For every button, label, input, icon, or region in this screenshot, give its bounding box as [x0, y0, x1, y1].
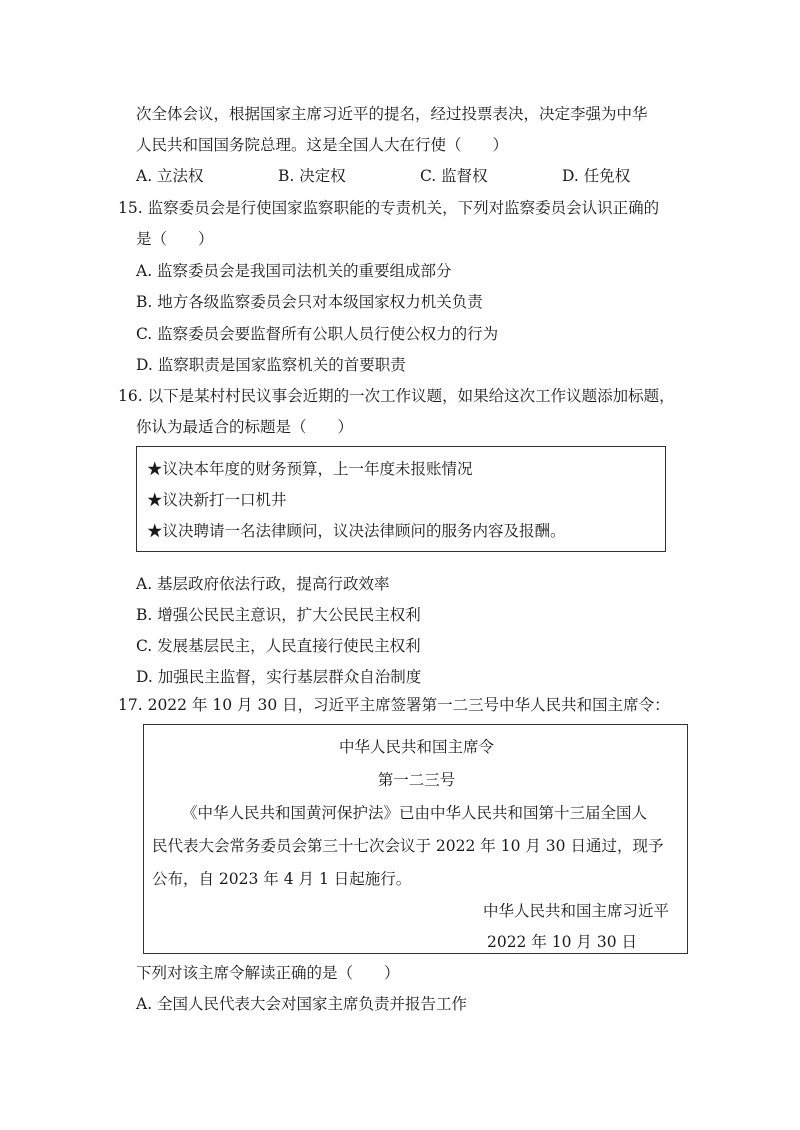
q17-decree-number: 第一二三号 [377, 771, 456, 789]
q14-option-b[interactable]: B. 决定权 [278, 167, 346, 185]
q16-option-d[interactable]: D. 加强民主监督，实行基层群众自治制度 [136, 668, 422, 686]
q14-option-d[interactable]: D. 任免权 [562, 167, 631, 185]
q14-stem-line-1: 次全体会议，根据国家主席习近平的提名，经过投票表决，决定李强为中华 [136, 105, 648, 123]
q17-decree-body-1: 《中华人民共和国黄河保护法》已由中华人民共和国第十三届全国人 [182, 804, 648, 822]
q17-decree-box [143, 724, 688, 954]
q14-options [136, 166, 696, 186]
q16-stem-line-2: 你认为最适合的标题是（ ） [136, 418, 354, 436]
q16-agenda-item-2: ★议决新打一口机井 [147, 491, 287, 509]
q15-option-c[interactable]: C. 监察委员会要监督所有公职人员行使公权力的行为 [136, 325, 499, 343]
q16-option-a[interactable]: A. 基层政府依法行政，提高行政效率 [136, 575, 390, 593]
q16-agenda-box [136, 446, 666, 552]
q14-option-a[interactable]: A. 立法权 [136, 167, 204, 185]
q15-option-d[interactable]: D. 监察职责是国家监察机关的首要职责 [136, 356, 406, 374]
q17-decree-body-3: 公布，自 2023 年 4 月 1 日起施行。 [152, 870, 412, 888]
q17-stem-line-2: 下列对该主席令解读正确的是（ ） [136, 964, 400, 982]
q17-option-a[interactable]: A. 全国人民代表大会对国家主席负责并报告工作 [136, 995, 468, 1013]
q16-agenda-item-1: ★议决本年度的财务预算，上一年度未报账情况 [147, 460, 473, 478]
q15-stem-line-2: 是（ ） [136, 230, 214, 248]
q15-option-a[interactable]: A. 监察委员会是我国司法机关的重要组成部分 [136, 262, 452, 280]
q16-agenda-item-3: ★议决聘请一名法律顾问，议决法律顾问的服务内容及报酬。 [147, 522, 566, 540]
q16-option-b[interactable]: B. 增强公民民主意识，扩大公民民主权利 [136, 606, 421, 624]
q14-stem-line-2: 人民共和国国务院总理。这是全国人大在行使（ ） [136, 136, 509, 154]
q14-option-c[interactable]: C. 监督权 [420, 167, 488, 185]
q17-decree-signer: 中华人民共和国主席习近平 [482, 902, 669, 920]
q17-decree-date: 2022 年 10 月 30 日 [486, 933, 637, 951]
q16-stem-line-1: 16. 以下是某村村民议事会近期的一次工作议题，如果给这次工作议题添加标题， [118, 387, 675, 405]
q15-stem-line-1: 15. 监察委员会是行使国家监察职能的专责机关，下列对监察委员会认识正确的 [118, 199, 660, 217]
q17-decree-title: 中华人民共和国主席令 [338, 738, 494, 756]
q15-option-b[interactable]: B. 地方各级监察委员会只对本级国家权力机关负责 [136, 293, 483, 311]
q17-stem-line-1: 17. 2022 年 10 月 30 日，习近平主席签署第一二三号中华人民共和国主席令： [118, 696, 670, 714]
q17-decree-body-2: 民代表大会常务委员会第三十七次会议于 2022 年 10 月 30 日通过，现予 [152, 837, 664, 855]
q16-option-c[interactable]: C. 发展基层民主，人民直接行使民主权利 [136, 637, 421, 655]
